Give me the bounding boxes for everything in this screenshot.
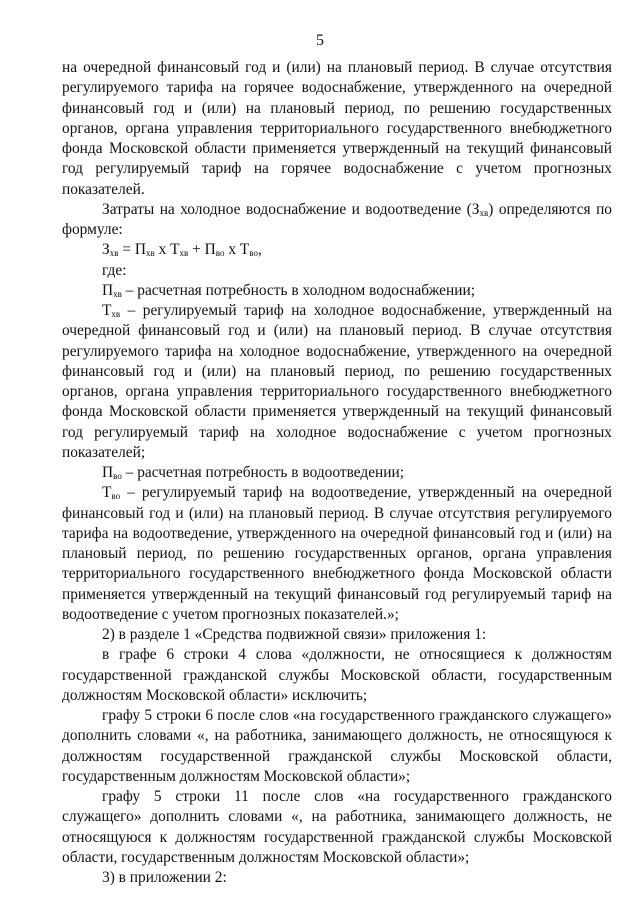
paragraph-hot-water-continuation: на очередной финансовый год и (или) на плановый период. В случае отсутствия регулируемого тарифа на горячее водоснабжение, утвержденного на очередной финансовый год и (или) на плановый период, по решению государственных органов, органа управления территориального государственного внебюджетного фонда Московской области применяется утвержденный на текущий финансовый год регулируемый тариф на горячее водоснабжение с учетом прогнозных показателей. bbox=[62, 59, 612, 198]
where-label: где: bbox=[102, 261, 127, 279]
definition-p-xv: $П_{хв}$ – расчетная потребность в холодном водоснабжении; bbox=[102, 281, 475, 299]
definition-p-vo: $П_{во}$ – расчетная потребность в водоотведении; bbox=[102, 464, 405, 481]
paragraph-cold-water-costs: Затраты на холодное водоснабжение и водоотведение $(З_{хв})$ определяются по формуле: bbox=[62, 200, 612, 238]
formula-cold-water: $З_{хв} = П_{хв}$ х $Т_{хв} + П_{во}$ х $Т_{во}$, bbox=[102, 241, 262, 259]
item-3-appendix-2: 3) в приложении 2: bbox=[102, 869, 227, 886]
amendment-column-5-row-6: графу 5 строки 6 после слов «на государственного гражданского служащего» дополнить словами «, на работника, занимающего должность, не относящуюся к должностям государственной гражданской службы Московской области, государственным должностям Московской области»; bbox=[62, 707, 612, 785]
definition-t-vo: $Т_{во}$ – регулируемый тариф на водоотведение, утвержденный на очередной финансовый год и (или) на плановый период. В случае отсутствия регулируемого тарифа на водоотведение, утвержденного на очередной финансовый год и (или) на плановый период, по решению государственных органов, органа управления территориального государственного внебюджетного фонда Московской области применяется утвержденный на текущий финансовый год регулируемый тариф на водоотведение с учетом прогнозных показателей.»; bbox=[62, 484, 612, 623]
definition-t-xv: $Т_{хв}$ – регулируемый тариф на холодное водоснабжение, утвержденный на очередной финансовый год и (или) на плановый период. В случае отсутствия регулируемого тарифа на холодное водоснабжение, утвержденного на очередной финансовый год и (или) на плановый период, по решению государственных органов, органа управления территориального государственного внебюджетного фонда Московской области применяется утвержденный на текущий финансовый год регулируемый тариф на холодное водоснабжение с учетом прогнозных показателей; bbox=[62, 302, 612, 461]
document-body bbox=[62, 58, 612, 888]
amendment-column-6-row-4: в графе 6 строки 4 слова «должности, не относящиеся к должностям государственной гражданской службы Московской области, государственным должностям Московской области» исключить; bbox=[62, 646, 612, 704]
amendment-column-5-row-11: графу 5 строки 11 после слов «на государственного гражданского служащего» дополнить словами «, на работника, занимающего должность, не относящуюся к должностям государственной гражданской службы Московской области, государственным должностям Московской области»; bbox=[62, 788, 612, 866]
page-number: 5 bbox=[316, 32, 324, 49]
item-2-mobile-communications: 2) в разделе 1 «Средства подвижной связи» приложения 1: bbox=[102, 626, 487, 643]
